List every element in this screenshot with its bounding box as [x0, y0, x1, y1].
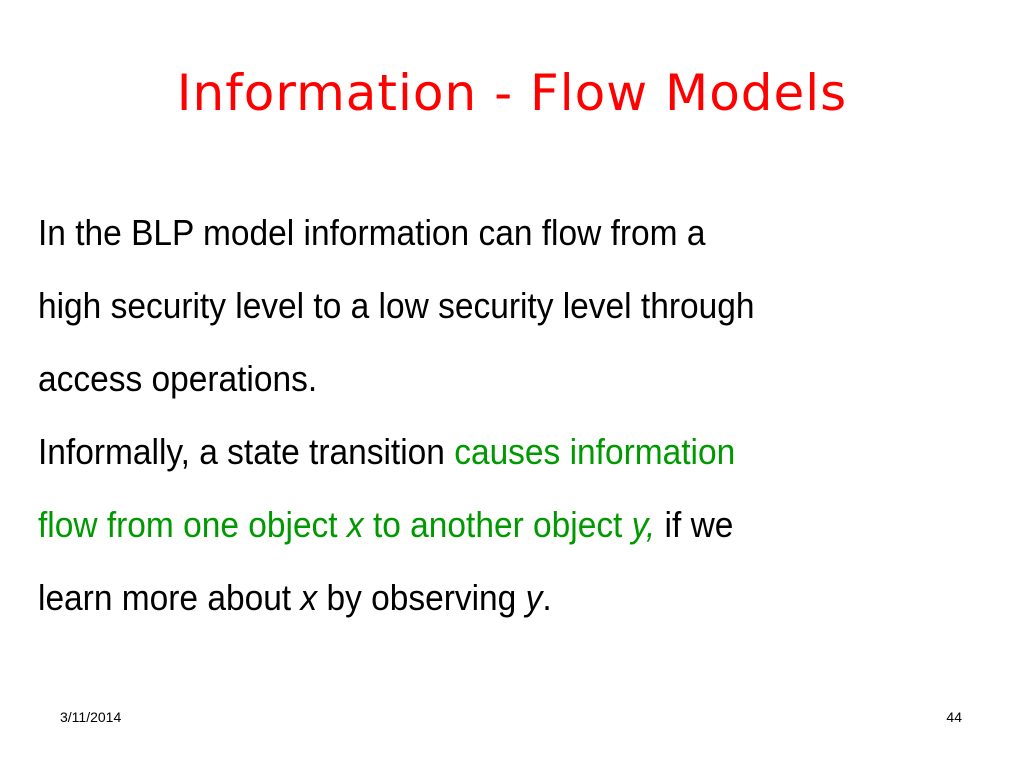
variable-y: y: [525, 577, 543, 618]
footer-date: 3/11/2014: [60, 709, 122, 725]
body-line: [38, 415, 931, 488]
text-run: if we: [655, 504, 734, 545]
highlighted-text: to another object: [363, 504, 632, 545]
text-run: Informally, a state transition: [38, 431, 455, 472]
highlighted-text: causes information: [454, 431, 736, 472]
variable-x: x: [346, 504, 364, 545]
variable-x: x: [300, 577, 318, 618]
body-line: [38, 488, 931, 561]
text-run: In the BLP model information can flow from a: [38, 212, 706, 253]
slide-body: [38, 196, 931, 634]
text-run: learn more about: [38, 577, 301, 618]
body-line: [38, 269, 931, 342]
text-run: high security level to a low security level through: [38, 285, 755, 326]
body-line: [38, 561, 931, 634]
text-run: access operations.: [38, 358, 318, 399]
variable-y: y,: [631, 504, 656, 545]
text-run: .: [542, 577, 552, 618]
slide-title: Information - Flow Models: [176, 64, 848, 122]
text-run: by observing: [317, 577, 526, 618]
page-number: 44: [946, 709, 962, 725]
body-line: [38, 342, 931, 415]
highlighted-text: flow from one object: [38, 504, 347, 545]
body-line: [38, 196, 931, 269]
